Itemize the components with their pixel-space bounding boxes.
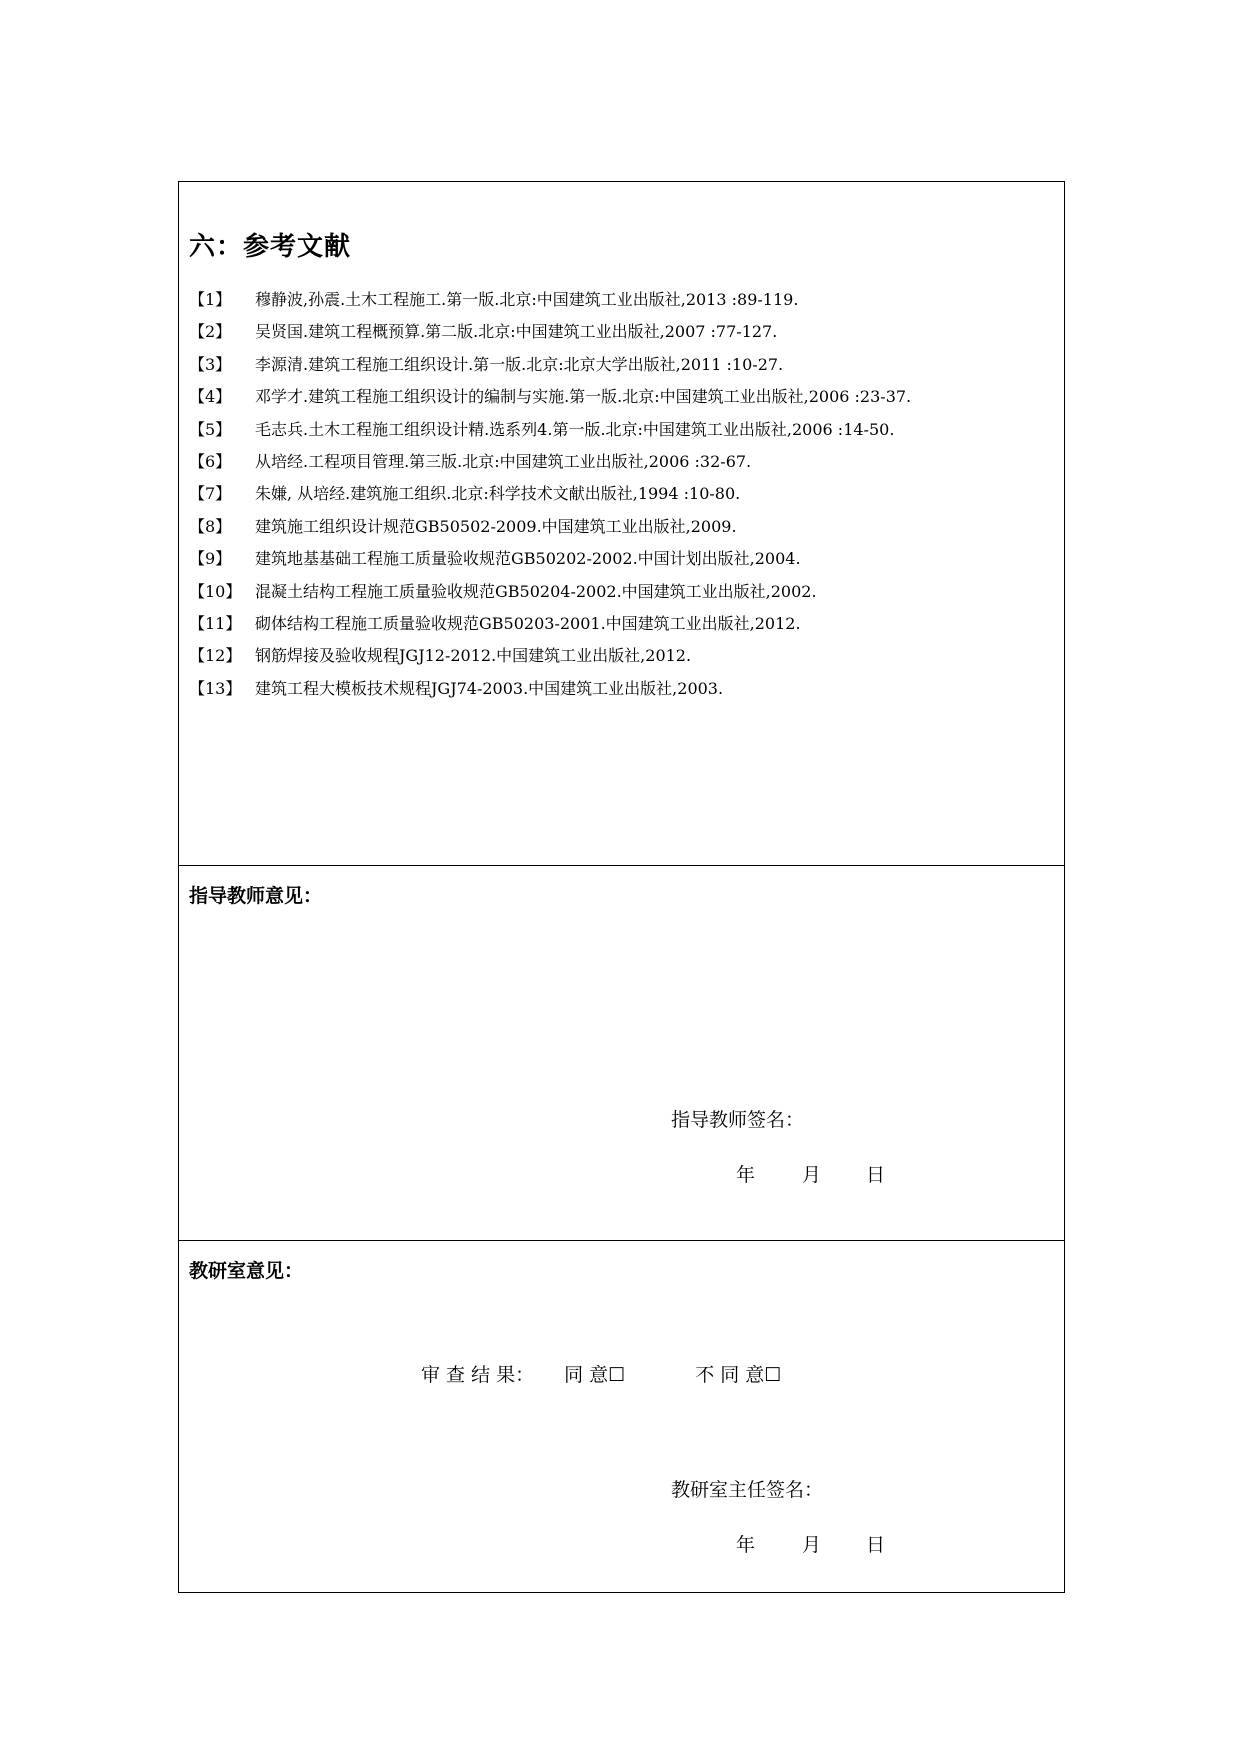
reference-item	[189, 414, 911, 446]
reference-list	[189, 284, 911, 705]
year-label: 年	[736, 1534, 756, 1556]
form-table	[178, 181, 1065, 1593]
advisor-signature-label: 指导教师签名：	[671, 1109, 805, 1131]
advisor-opinion-section	[179, 865, 1064, 1241]
day-label: 日	[866, 1164, 886, 1186]
reference-number: 【11】	[189, 613, 242, 633]
year-label: 年	[736, 1164, 756, 1186]
teaching-office-section	[179, 1240, 1064, 1592]
reference-text: 邓学才.建筑工程施工组织设计的编制与实施.第一版.北京:中国建筑工业出版社,2006 :23-37.	[255, 387, 912, 407]
reference-number: 【5】	[189, 419, 232, 439]
reference-item	[189, 478, 911, 510]
reference-number: 【12】	[189, 646, 242, 666]
reference-text: 朱嫌, 从培经.建筑施工组织.北京:科学技术文献出版社,1994 :10-80.	[255, 484, 741, 504]
reference-number: 【10】	[189, 581, 242, 601]
reference-item	[189, 316, 911, 348]
advisor-opinion-label: 指导教师意见：	[189, 885, 323, 907]
reference-text: 混凝土结构工程施工质量验收规范GB50204-2002.中国建筑工业出版社,2002.	[255, 581, 817, 601]
advisor-date	[736, 1160, 885, 1187]
section-title: 六：参考文献	[189, 232, 352, 262]
reference-text: 砌体结构工程施工质量验收规范GB50203-2001.中国建筑工业出版社,2012.	[255, 613, 801, 633]
reference-number: 【6】	[189, 451, 232, 471]
reference-text: 建筑工程大模板技术规程JGJ74-2003.中国建筑工业出版社,2003.	[255, 678, 724, 698]
reference-text: 穆静波,孙震.土木工程施工.第一版.北京:中国建筑工业出版社,2013 :89-119.	[255, 290, 799, 309]
month-label: 月	[802, 1534, 822, 1556]
reference-item	[189, 446, 911, 478]
reference-text: 从培经.工程项目管理.第三版.北京:中国建筑工业出版社,2006 :32-67.	[255, 451, 752, 471]
reference-item	[189, 349, 911, 381]
reference-text: 钢筋焊接及验收规程JGJ12-2012.中国建筑工业出版社,2012.	[255, 646, 692, 666]
reference-text: 李源清.建筑工程施工组织设计.第一版.北京:北京大学出版社,2011 :10-27.	[255, 354, 784, 374]
month-label: 月	[802, 1164, 822, 1186]
reference-item	[189, 511, 911, 543]
reference-number: 【3】	[189, 354, 232, 374]
reference-number: 【1】	[189, 290, 232, 309]
reference-text: 毛志兵.土木工程施工组织设计精.选系列4.第一版.北京:中国建筑工业出版社,2006 :14-50.	[255, 419, 895, 439]
office-date	[736, 1530, 885, 1557]
office-director-signature-label: 教研室主任签名：	[671, 1479, 824, 1501]
reference-item	[189, 381, 911, 413]
reference-item	[189, 640, 911, 672]
reference-number: 【13】	[189, 678, 242, 698]
reference-item	[189, 543, 911, 575]
reference-text: 建筑施工组织设计规范GB50502-2009.中国建筑工业出版社,2009.	[255, 516, 737, 536]
reference-number: 【4】	[189, 387, 232, 407]
reference-item	[189, 284, 911, 316]
reference-item	[189, 608, 911, 640]
reference-number: 【8】	[189, 516, 232, 536]
day-label: 日	[866, 1534, 886, 1556]
office-opinion-label: 教研室意见：	[189, 1260, 304, 1282]
review-result	[421, 1360, 781, 1387]
reference-number: 【9】	[189, 549, 232, 569]
reference-number: 【2】	[189, 322, 232, 342]
references-section	[179, 182, 1064, 866]
reference-number: 【7】	[189, 484, 232, 504]
agree-checkbox[interactable]: 同 意☐	[564, 1364, 626, 1386]
reference-text: 吴贤国.建筑工程概预算.第二版.北京:中国建筑工业出版社,2007 :77-127.	[255, 322, 778, 342]
review-result-label: 审 查 结 果：	[421, 1364, 535, 1386]
reference-item	[189, 673, 911, 705]
reference-text: 建筑地基基础工程施工质量验收规范GB50202-2002.中国计划出版社,2004.	[255, 549, 801, 569]
reference-item	[189, 576, 911, 608]
disagree-checkbox[interactable]: 不 同 意☐	[695, 1364, 782, 1386]
